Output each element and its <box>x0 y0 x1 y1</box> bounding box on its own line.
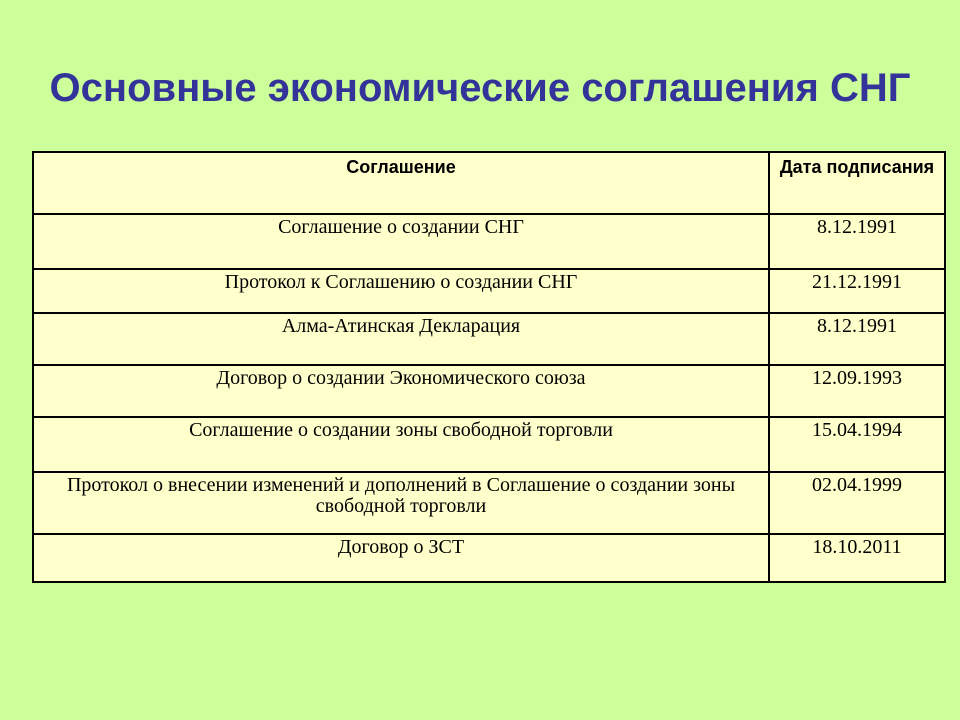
agreement-name: Соглашение о создании СНГ <box>33 214 769 269</box>
signing-date: 8.12.1991 <box>769 313 945 365</box>
agreement-name: Соглашение о создании зоны свободной торговли <box>33 417 769 472</box>
table-row <box>33 472 945 534</box>
signing-date: 12.09.1993 <box>769 365 945 417</box>
table-row <box>33 417 945 472</box>
signing-date: 15.04.1994 <box>769 417 945 472</box>
table-header-row <box>33 152 945 214</box>
header-date: Дата подписания <box>769 152 945 214</box>
signing-date: 02.04.1999 <box>769 472 945 534</box>
table-row <box>33 214 945 269</box>
agreements-table <box>32 151 946 583</box>
signing-date: 8.12.1991 <box>769 214 945 269</box>
signing-date: 21.12.1991 <box>769 269 945 313</box>
table-row <box>33 313 945 365</box>
header-agreement: Соглашение <box>33 152 769 214</box>
signing-date: 18.10.2011 <box>769 534 945 582</box>
agreement-name: Алма-Атинская Декларация <box>33 313 769 365</box>
agreement-name: Протокол к Соглашению о создании СНГ <box>33 269 769 313</box>
agreement-name: Протокол о внесении изменений и дополнений в Соглашение о создании зоны свободной торговли <box>33 472 769 534</box>
table-row <box>33 269 945 313</box>
agreement-name: Договор о создании Экономического союза <box>33 365 769 417</box>
slide-title: Основные экономические соглашения СНГ <box>49 66 911 110</box>
table-row <box>33 534 945 582</box>
table-row <box>33 365 945 417</box>
agreement-name: Договор о ЗСТ <box>33 534 769 582</box>
